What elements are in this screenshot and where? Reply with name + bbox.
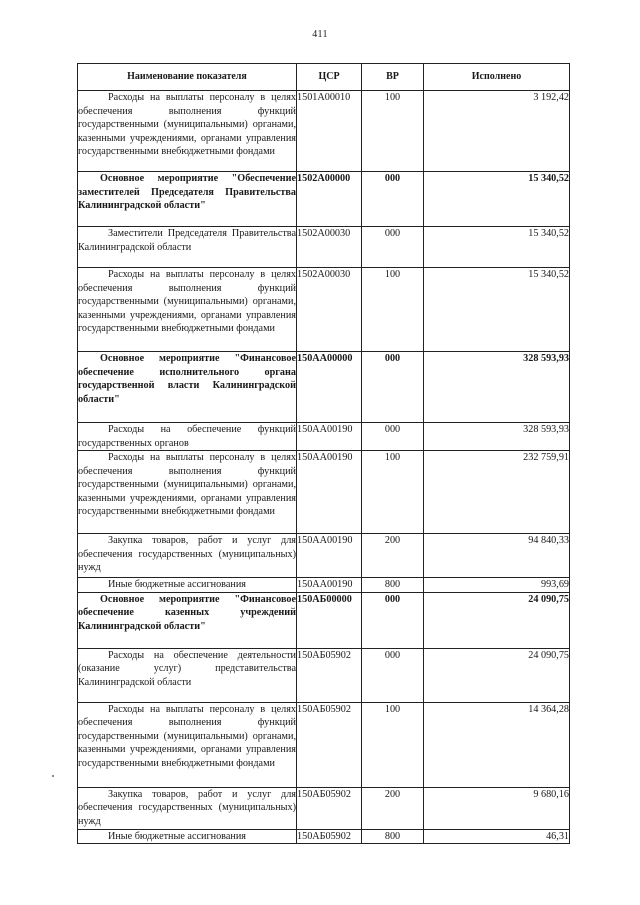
row-name: Расходы на обеспечение деятельности (оказание услуг) представительства Калининградской области	[78, 648, 297, 702]
table-row	[78, 648, 570, 702]
table-row	[78, 91, 570, 172]
table-row	[78, 172, 570, 227]
row-vr: 000	[362, 352, 424, 423]
header-value: Исполнено	[424, 64, 570, 91]
row-name: Основное мероприятие "Финансовое обеспечение исполнительного органа государственной власти Калининградской области"	[78, 352, 297, 423]
row-name: Расходы на выплаты персоналу в целях обеспечения выполнения функций государственными (муниципальными) органами, казенными учреждениями, органами управления государственными внебюджетными фондами	[78, 451, 297, 534]
header-vr: ВР	[362, 64, 424, 91]
table-row	[78, 423, 570, 451]
row-name: Заместители Председателя Правительства Калининградской области	[78, 227, 297, 268]
row-value: 94 840,33	[424, 534, 570, 578]
row-name: Расходы на выплаты персоналу в целях обеспечения выполнения функций государственными (муниципальными) органами, казенными учреждениями, органами управления государственными внебюджетными фондами	[78, 702, 297, 787]
table-row	[78, 578, 570, 593]
row-vr: 100	[362, 702, 424, 787]
row-value: 46,31	[424, 829, 570, 844]
row-value: 328 593,93	[424, 423, 570, 451]
row-code: 150АА00190	[297, 451, 362, 534]
row-value: 993,69	[424, 578, 570, 593]
header-code: ЦСР	[297, 64, 362, 91]
row-value: 3 192,42	[424, 91, 570, 172]
table-row	[78, 451, 570, 534]
row-vr: 000	[362, 172, 424, 227]
table-row	[78, 268, 570, 352]
row-value: 14 364,28	[424, 702, 570, 787]
row-vr: 800	[362, 829, 424, 844]
row-name: Иные бюджетные ассигнования	[78, 578, 297, 593]
row-value: 24 090,75	[424, 648, 570, 702]
row-code: 150АА00190	[297, 534, 362, 578]
row-code: 150АБ05902	[297, 829, 362, 844]
row-value: 15 340,52	[424, 227, 570, 268]
table-row	[78, 829, 570, 844]
row-value: 24 090,75	[424, 592, 570, 648]
row-value: 328 593,93	[424, 352, 570, 423]
row-name: Основное мероприятие "Обеспечение заместителей Председателя Правительства Калининградской области"	[78, 172, 297, 227]
table-row	[78, 787, 570, 829]
row-vr: 100	[362, 91, 424, 172]
table-row	[78, 702, 570, 787]
row-code: 1502А00030	[297, 268, 362, 352]
row-name: Закупка товаров, работ и услуг для обеспечения государственных (муниципальных) нужд	[78, 787, 297, 829]
table-row	[78, 352, 570, 423]
row-name: Иные бюджетные ассигнования	[78, 829, 297, 844]
row-name: Расходы на выплаты персоналу в целях обеспечения выполнения функций государственными (муниципальными) органами, казенными учреждениями, органами управления государственными внебюджетными фондами	[78, 91, 297, 172]
row-code: 150АА00000	[297, 352, 362, 423]
table-header-row	[78, 64, 570, 91]
table-row	[78, 592, 570, 648]
row-value: 15 340,52	[424, 268, 570, 352]
row-vr: 200	[362, 787, 424, 829]
row-vr: 800	[362, 578, 424, 593]
row-code: 1501А00010	[297, 91, 362, 172]
row-name: Закупка товаров, работ и услуг для обеспечения государственных (муниципальных) нужд	[78, 534, 297, 578]
row-name: Расходы на обеспечение функций государственных органов	[78, 424, 296, 449]
row-code: 150АБ05902	[297, 648, 362, 702]
row-name: Основное мероприятие "Финансовое обеспечение казенных учреждений Калининградской области"	[78, 592, 297, 648]
budget-table	[77, 63, 570, 844]
row-vr: 000	[362, 648, 424, 702]
row-vr: 000	[362, 227, 424, 268]
row-code: 1502А00030	[297, 227, 362, 268]
row-code: 150АБ05902	[297, 787, 362, 829]
row-code: 1502А00000	[297, 172, 362, 227]
header-name: Наименование показателя	[78, 64, 297, 91]
row-value: 15 340,52	[424, 172, 570, 227]
scan-speck	[52, 775, 54, 777]
row-name: Расходы на выплаты персоналу в целях обеспечения выполнения функций государственными (муниципальными) органами, казенными учреждениями, органами управления государственными внебюджетными фондами	[78, 268, 297, 352]
row-vr: 100	[362, 268, 424, 352]
row-value: 9 680,16	[424, 787, 570, 829]
row-vr: 200	[362, 534, 424, 578]
row-code: 150АБ00000	[297, 592, 362, 648]
row-code: 150АА00190	[297, 578, 362, 593]
page-number: 411	[312, 29, 328, 40]
row-code: 150АБ05902	[297, 702, 362, 787]
table-row	[78, 534, 570, 578]
row-code: 150АА00190	[297, 423, 362, 451]
table-row	[78, 227, 570, 268]
row-value: 232 759,91	[424, 451, 570, 534]
row-vr: 100	[362, 451, 424, 534]
row-vr: 000	[362, 592, 424, 648]
row-vr: 000	[362, 423, 424, 451]
